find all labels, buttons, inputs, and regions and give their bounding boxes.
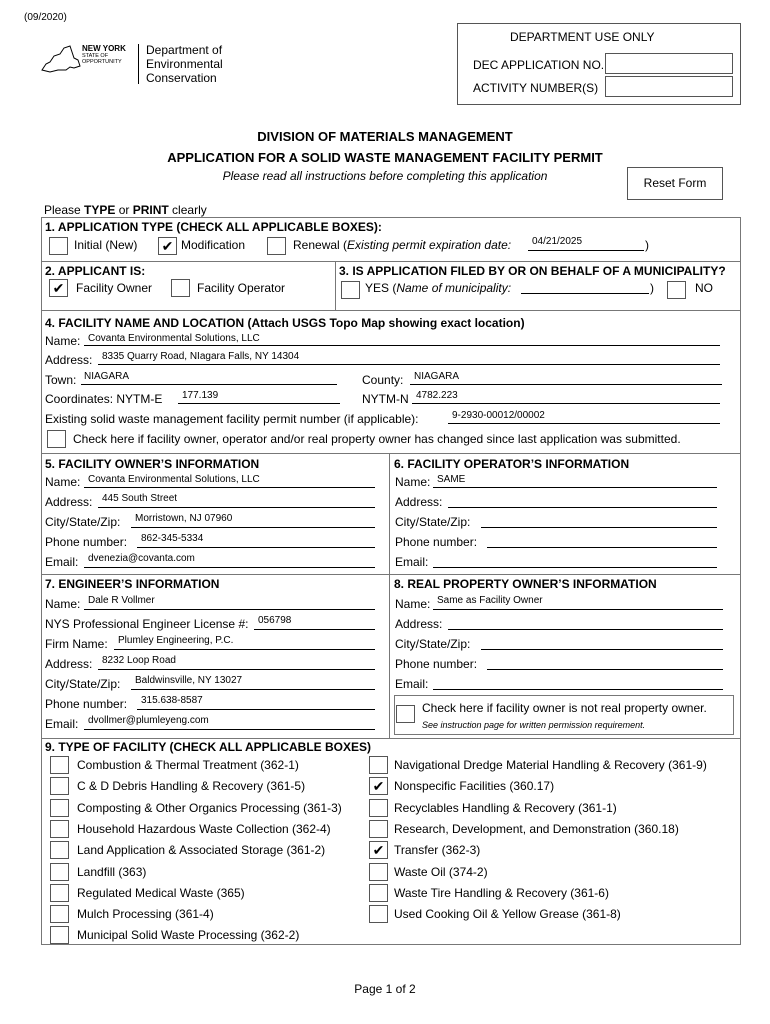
type-or-print-note: Please TYPE or PRINT clearly: [44, 203, 207, 217]
s9-facility-right-label-3: Research, Development, and Demonstration (360.18): [394, 821, 679, 836]
s7-license-input[interactable]: 056798: [258, 615, 292, 626]
s6-city-line[interactable]: [481, 527, 717, 528]
logo-dept-line1: Department of: [146, 43, 223, 57]
s5-city-input[interactable]: Morristown, NJ 07960: [135, 513, 233, 524]
s6-name-line: [433, 487, 717, 488]
dec-application-label: DEC APPLICATION NO.: [473, 58, 605, 72]
s6-email-line[interactable]: [433, 567, 717, 568]
s9-facility-right-label-4: Transfer (362-3): [394, 843, 481, 858]
nys-dec-logo: [40, 40, 240, 90]
s4-divider: [41, 453, 741, 454]
s6-phone-line[interactable]: [487, 547, 717, 548]
s6-address-line[interactable]: [448, 507, 717, 508]
s9-facility-right-checkbox-3[interactable]: [369, 820, 388, 838]
new-york-state-map-icon: [40, 44, 82, 74]
s1-divider: [41, 261, 741, 262]
s4-county-line: [410, 384, 722, 385]
s8-not-owner-note: See instruction page for written permission requirement.: [422, 720, 646, 730]
s8-not-owner-checkbox[interactable]: [396, 705, 415, 723]
s4-town-line: [81, 384, 337, 385]
s9-facility-left-checkbox-8[interactable]: [50, 926, 69, 944]
s1-initial-label: Initial (New): [74, 238, 138, 252]
s9-facility-left-checkbox-4[interactable]: [50, 841, 69, 859]
s4-address-label: Address:: [45, 353, 93, 367]
s4-nytm-n-input[interactable]: 4782.223: [416, 390, 458, 401]
s4-town-input[interactable]: NIAGARA: [84, 371, 130, 382]
s6-phone-label: Phone number:: [395, 535, 478, 549]
s7-divider: [41, 738, 741, 739]
page-number: Page 1 of 2: [354, 982, 416, 996]
s9-facility-left-label-5: Landfill (363): [77, 864, 147, 879]
s7-phone-input[interactable]: 315.638-8587: [141, 695, 203, 706]
s4-name-input[interactable]: Covanta Environmental Solutions, LLC: [88, 333, 260, 344]
s1-renewal-checkbox[interactable]: [267, 237, 286, 255]
s4-name-line: [84, 345, 720, 346]
logo-new-york: NEW YORK: [82, 44, 126, 53]
s4-permit-line: [448, 423, 720, 424]
s9-facility-right-checkbox-7[interactable]: [369, 905, 388, 923]
s3-heading: 3. IS APPLICATION FILED BY OR ON BEHALF OF A MUNICIPALITY?: [339, 264, 726, 278]
s7-city-label: City/State/Zip:: [45, 677, 121, 691]
s9-facility-right-checkbox-6[interactable]: [369, 884, 388, 902]
s9-facility-left-checkbox-3[interactable]: [50, 820, 69, 838]
s5-address-line: [98, 507, 375, 508]
s7-heading: 7. ENGINEER’S INFORMATION: [45, 577, 220, 591]
s7-phone-line: [137, 709, 375, 710]
s9-facility-left-label-7: Mulch Processing (361-4): [77, 907, 214, 922]
s7-phone-label: Phone number:: [45, 697, 128, 711]
s8-not-owner-label: Check here if facility owner is not real property owner.: [422, 701, 707, 715]
s7-name-label: Name:: [45, 597, 81, 611]
s9-facility-left-label-4: Land Application & Associated Storage (361-2): [77, 843, 326, 858]
s3-yes-checkbox[interactable]: [341, 281, 360, 299]
s5-address-input[interactable]: 445 South Street: [102, 493, 178, 504]
s6-name-input[interactable]: SAME: [437, 474, 466, 485]
s6-email-label: Email:: [395, 555, 429, 569]
s9-facility-right-checkbox-4[interactable]: ✔: [369, 841, 388, 859]
reset-form-button[interactable]: Reset Form: [627, 167, 723, 200]
s3-no-label: NO: [695, 281, 713, 295]
logo-dept-line3: Conservation: [146, 71, 217, 85]
s8-address-line[interactable]: [448, 629, 723, 630]
logo-opportunity: OPPORTUNITY: [82, 59, 122, 65]
s2-owner-checkbox[interactable]: ✔: [49, 279, 68, 297]
dec-application-input[interactable]: [605, 53, 733, 74]
s1-renewal-date-input[interactable]: 04/21/2025: [532, 236, 583, 247]
s7-name-line: [84, 609, 375, 610]
s7-email-line: [84, 729, 375, 730]
s4-town-label: Town:: [45, 373, 77, 387]
s9-facility-left-checkbox-2[interactable]: [50, 799, 69, 817]
s7-email-label: Email:: [45, 717, 79, 731]
s2-operator-checkbox[interactable]: [171, 279, 190, 297]
s5-divider: [41, 574, 741, 575]
s4-heading: 4. FACILITY NAME AND LOCATION (Attach USGS Topo Map showing exact location): [45, 316, 525, 330]
s7-city-input[interactable]: Baldwinsville, NY 13027: [135, 675, 243, 686]
s8-name-input[interactable]: Same as Facility Owner: [437, 595, 543, 606]
s9-heading: 9. TYPE OF FACILITY (CHECK ALL APPLICABLE BOXES): [45, 740, 372, 754]
s1-renewal-label: Renewal (Existing permit expiration date:: [293, 238, 512, 252]
s1-heading: 1. APPLICATION TYPE (CHECK ALL APPLICABLE BOXES):: [45, 220, 382, 234]
s4-coordinates-label: Coordinates: NYTM-E: [45, 392, 163, 406]
s5-phone-input[interactable]: 862-345-5334: [141, 533, 204, 544]
s7-firm-input[interactable]: Plumley Engineering, P.C.: [118, 635, 234, 646]
division-title: DIVISION OF MATERIALS MANAGEMENT: [257, 129, 513, 144]
s4-name-label: Name:: [45, 334, 81, 348]
s5-heading: 5. FACILITY OWNER’S INFORMATION: [45, 457, 260, 471]
s6-name-label: Name:: [395, 475, 431, 489]
s9-facility-left-label-2: Composting & Other Organics Processing (361-3): [77, 800, 342, 815]
s5-phone-line: [137, 547, 375, 548]
s9-facility-right-checkbox-1[interactable]: ✔: [369, 777, 388, 795]
s5-city-label: City/State/Zip:: [45, 515, 121, 529]
s8-phone-line[interactable]: [487, 669, 723, 670]
s7-address-label: Address:: [45, 657, 93, 671]
s5-email-input[interactable]: dvenezia@covanta.com: [88, 553, 195, 564]
s4-nytm-e-input[interactable]: 177.139: [182, 390, 219, 401]
s4-nytm-n-line: [412, 403, 720, 404]
s6-address-label: Address:: [395, 495, 443, 509]
s8-city-label: City/State/Zip:: [395, 637, 471, 651]
s4-county-input[interactable]: NIAGARA: [414, 371, 460, 382]
s4-address-input[interactable]: 8335 Quarry Road, NIagara Falls, NY 14304: [102, 351, 300, 362]
s9-facility-right-label-7: Used Cooking Oil & Yellow Grease (361-8): [394, 907, 621, 922]
s4-changed-checkbox[interactable]: [47, 430, 66, 448]
s6-heading: 6. FACILITY OPERATOR’S INFORMATION: [394, 457, 630, 471]
s4-nytm-n-label: NYTM-N: [362, 392, 409, 406]
s7-email-input[interactable]: dvollmer@plumleyeng.com: [88, 715, 209, 726]
s4-nytm-e-line: [178, 403, 340, 404]
s4-permit-input[interactable]: 9-2930-00012/00002: [452, 410, 545, 421]
s9-facility-left-label-3: Household Hazardous Waste Collection (362-4): [77, 821, 331, 836]
s9-facility-right-label-6: Waste Tire Handling & Recovery (361-6): [394, 885, 609, 900]
s8-email-label: Email:: [395, 677, 429, 691]
s7-address-line: [98, 669, 375, 670]
form-instruction: Please read all instructions before completing this application: [222, 169, 548, 183]
s8-name-label: Name:: [395, 597, 431, 611]
s5-phone-label: Phone number:: [45, 535, 128, 549]
s7-firm-line: [114, 649, 375, 650]
s8-heading: 8. REAL PROPERTY OWNER’S INFORMATION: [394, 577, 657, 591]
s5-name-line: [84, 487, 375, 488]
s8-address-label: Address:: [395, 617, 443, 631]
s9-facility-left-checkbox-1[interactable]: [50, 777, 69, 795]
s7-license-label: NYS Professional Engineer License #:: [45, 617, 249, 631]
logo-divider: [138, 44, 139, 84]
s7-name-input[interactable]: Dale R Vollmer: [88, 595, 155, 606]
s9-facility-left-checkbox-0[interactable]: [50, 756, 69, 774]
s9-facility-left-label-1: C & D Debris Handling & Recovery (361-5): [77, 779, 306, 794]
s5-email-label: Email:: [45, 555, 79, 569]
department-use-title: DEPARTMENT USE ONLY: [510, 30, 655, 44]
s4-permit-label: Existing solid waste management facility permit number (if applicable):: [45, 412, 419, 426]
s8-phone-label: Phone number:: [395, 657, 478, 671]
s4-changed-label: Check here if facility owner, operator and/or real property owner has changed since last application was submitted.: [73, 432, 681, 446]
s2-heading: 2. APPLICANT IS:: [45, 264, 146, 278]
s1-renewal-close: ): [645, 238, 649, 252]
s9-facility-right-checkbox-5[interactable]: [369, 863, 388, 881]
s9-facility-left-checkbox-6[interactable]: [50, 884, 69, 902]
s3-municipality-line[interactable]: [521, 293, 649, 294]
s5-name-label: Name:: [45, 475, 81, 489]
s7-city-line: [131, 689, 375, 690]
s5-address-label: Address:: [45, 495, 93, 509]
activity-number-input[interactable]: [605, 76, 733, 97]
s5-name-input[interactable]: Covanta Environmental Solutions, LLC: [88, 474, 260, 485]
s1-renewal-date-line: [528, 250, 644, 251]
form-title: APPLICATION FOR A SOLID WASTE MANAGEMENT FACILITY PERMIT: [167, 150, 603, 165]
s1-modification-label: Modification: [181, 238, 246, 252]
s5-email-line: [84, 567, 375, 568]
s8-name-line: [433, 609, 723, 610]
s9-facility-right-label-2: Recyclables Handling & Recovery (361-1): [394, 800, 617, 815]
department-use-box: [457, 23, 741, 105]
activity-number-label: ACTIVITY NUMBER(S): [473, 81, 599, 95]
s9-facility-left-label-8: Municipal Solid Waste Processing (362-2): [77, 928, 300, 943]
s9-facility-right-label-1: Nonspecific Facilities (360.17): [394, 779, 555, 794]
s9-facility-right-label-5: Waste Oil (374-2): [394, 864, 488, 879]
s9-facility-right-label-0: Navigational Dredge Material Handling & Recovery (361-9): [394, 758, 707, 772]
s7-license-line: [254, 629, 375, 630]
logo-state-of: STATE OF: [82, 53, 109, 59]
s2-s3-divider: [335, 261, 336, 310]
form-date: (09/2020): [24, 12, 67, 23]
s8-city-line[interactable]: [481, 649, 723, 650]
s9-facility-left-checkbox-5[interactable]: [50, 863, 69, 881]
s5-s6-divider: [389, 453, 390, 738]
s1-modification-checkbox[interactable]: ✔: [158, 237, 177, 255]
s9-facility-left-label-6: Regulated Medical Waste (365): [77, 885, 245, 900]
s6-city-label: City/State/Zip:: [395, 515, 471, 529]
s3-yes-label: YES (Name of municipality:: [365, 281, 512, 295]
s9-facility-right-checkbox-0[interactable]: [369, 756, 388, 774]
s3-no-checkbox[interactable]: [667, 281, 686, 299]
logo-dept-line2: Environmental: [146, 57, 223, 71]
s4-county-label: County:: [362, 373, 404, 387]
s9-facility-left-label-0: Combustion & Thermal Treatment (362-1): [77, 758, 299, 772]
s7-firm-label: Firm Name:: [45, 637, 108, 651]
s5-city-line: [131, 527, 375, 528]
s3-divider: [41, 310, 741, 311]
s2-operator-label: Facility Operator: [197, 281, 286, 295]
s7-address-input[interactable]: 8232 Loop Road: [102, 655, 176, 666]
s4-address-line: [98, 364, 720, 365]
s2-owner-label: Facility Owner: [76, 281, 153, 295]
s9-facility-right-checkbox-2[interactable]: [369, 799, 388, 817]
s3-yes-close: ): [650, 281, 654, 295]
s8-email-line[interactable]: [433, 689, 723, 690]
s9-facility-left-checkbox-7[interactable]: [50, 905, 69, 923]
s1-initial-checkbox[interactable]: [49, 237, 68, 255]
